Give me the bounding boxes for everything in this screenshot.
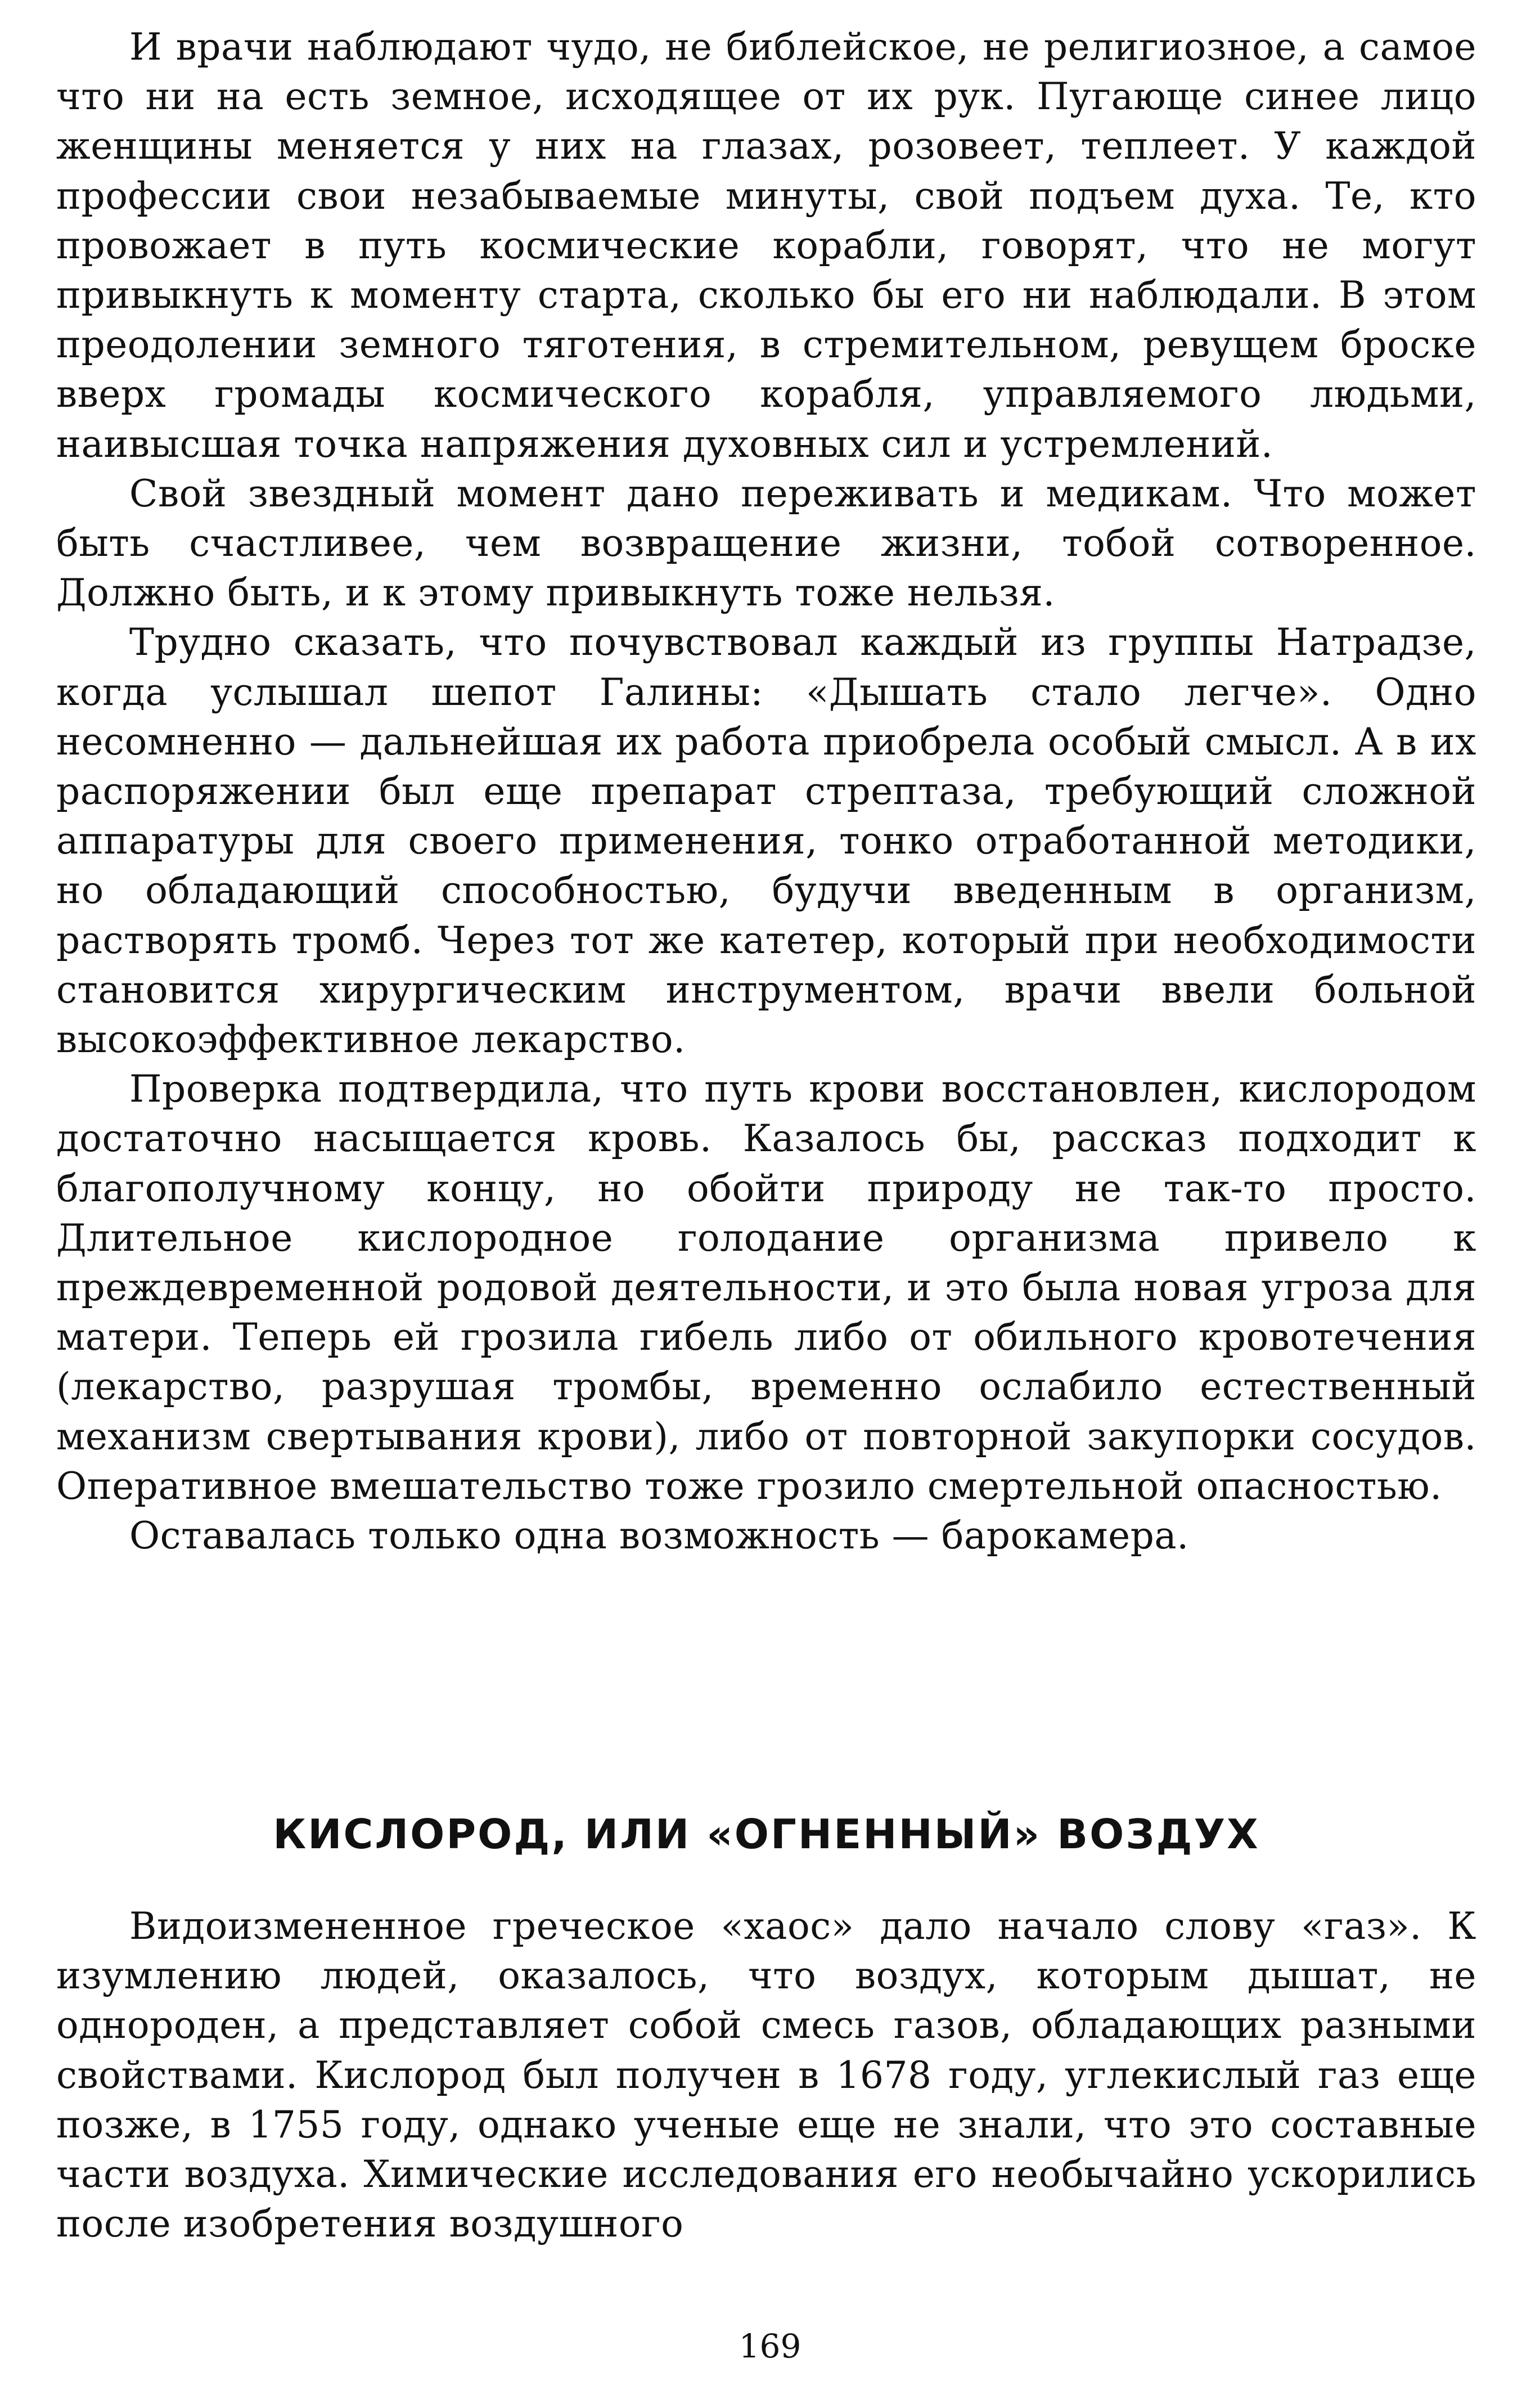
main-text-top (56, 23, 1476, 1561)
main-text-bottom (56, 1902, 1476, 2249)
paragraph-streptase: Трудно сказать, что почувствовал каждый из группы Натрадзе, когда услышал шепот Галины: «Дышать стало легче». Одно несомненно — дальнейшая их работа приобрела особый смысл. А в их распоряжении был еще препарат стрептаза, требующий сложной аппаратуры для своего применения, тонко отработанной методики, но обладающий способностью, будучи введенным в организм, растворять тромб. Через тот же катетер, который при необходимости становится хирургическим инструментом, врачи ввели больной высокоэффективное лекарство. (56, 621, 1476, 1062)
paragraph-star-moment: Свой звездный момент дано переживать и медикам. Что может быть счастливее, чем возвращение жизни, тобой сотворенное. Должно быть, и к этому привыкнуть тоже нельзя. (56, 471, 1476, 615)
paragraph-blood-restored: Проверка подтвердила, что путь крови восстановлен, кислородом достаточно насыщается кровь. Казалось бы, рассказ подходит к благополучному концу, но обойти природу не так-то просто. Длительное кислородное голодание организма привело к преждевременной родовой деятельности, и это была новая угроза для матери. Теперь ей грозила гибель либо от обильного кровотечения (лекарство, разрушая тромбы, временно ослабило естественный механизм свертывания крови), либо от повторной закупорки сосудов. Оперативное вмешательство тоже грозило смертельной опасностью. (56, 1067, 1476, 1508)
page-number: 169 (739, 2327, 801, 2365)
paragraph-chaos-gas: Видоизмененное греческое «хаос» дало начало слову «газ». К изумлению людей, оказалось, что воздух, которым дышат, не однороден, а представляет собой смесь газов, обладающих разными свойствами. Кислород был получен в 1678 году, углекислый газ еще позже, в 1755 году, однако ученые еще не знали, что это составные части воздуха. Химические исследования его необычайно ускорились после изобретения воздушного (56, 1905, 1476, 2246)
paragraph-doctors-miracle: И врачи наблюдают чудо, не библейское, не религиозное, а самое что ни на есть земное, исходящее от их рук. Пугающе синее лицо женщины меняется у них на глазах, розовеет, теплеет. У каждой профессии свои незабываемые минуты, свой подъем духа. Те, кто провожает в путь космические корабли, говорят, что не могут привыкнуть к моменту старта, сколько бы его ни наблюдали. В этом преодолении земного тяготения, в стремительном, ревущем броске вверх громады космического корабля, управляемого людьми, наивысшая точка напряжения духовных сил и устремлений. (56, 25, 1476, 466)
section-heading: КИСЛОРОД, ИЛИ «ОГНЕННЫЙ» ВОЗДУХ (273, 1811, 1260, 1858)
paragraph-barochamber: Оставалась только одна возможность — барокамера. (129, 1514, 1189, 1558)
